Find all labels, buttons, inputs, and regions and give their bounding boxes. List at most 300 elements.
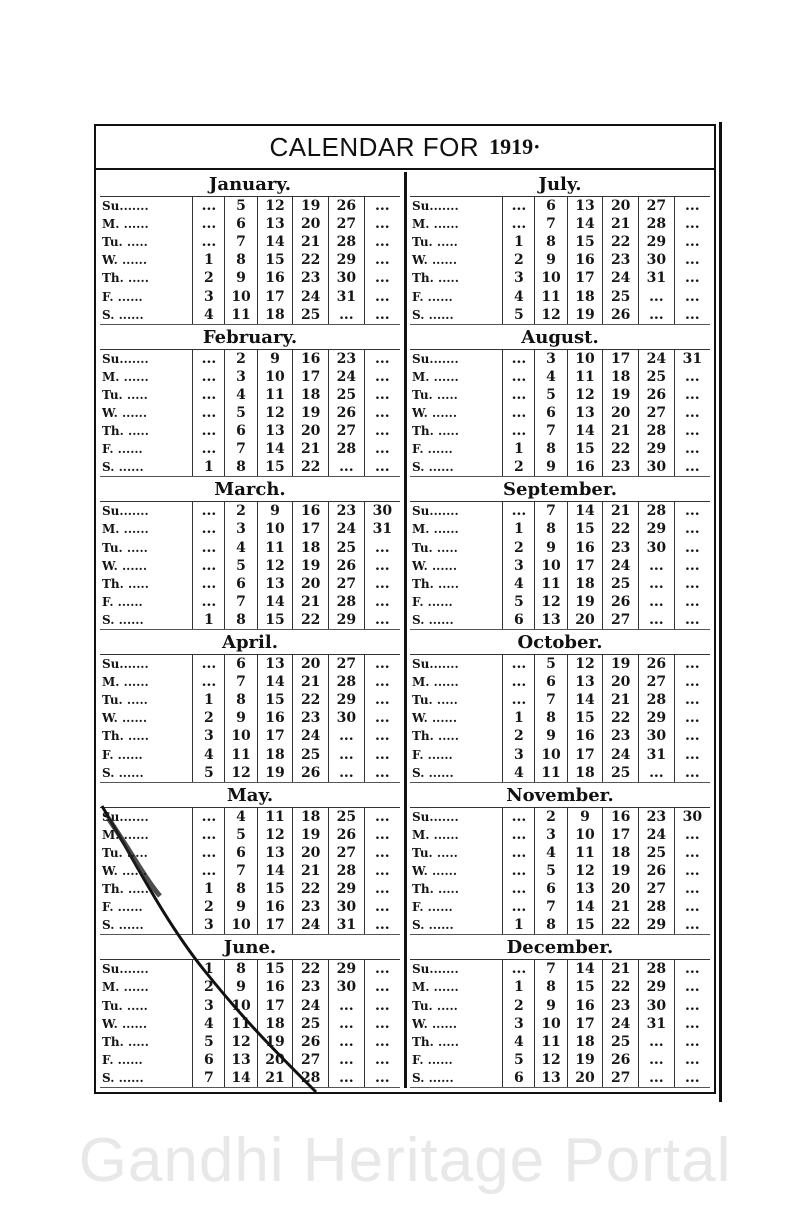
date-cell: 18 (293, 808, 329, 826)
weekday-row (410, 727, 710, 745)
date-cell: 19 (293, 826, 329, 844)
date-cell: 22 (293, 458, 329, 476)
date-cell: ... (364, 215, 400, 233)
date-cell: ... (364, 916, 400, 934)
date-cell: 2 (225, 502, 257, 520)
date-cell: ... (193, 862, 225, 880)
date-cell: ... (364, 673, 400, 691)
date-cell: 2 (193, 709, 225, 727)
date-cell: 12 (257, 557, 293, 575)
date-cell: 20 (603, 880, 639, 898)
date-cell: 15 (257, 880, 293, 898)
weekday-row (100, 557, 400, 575)
date-cell: ... (364, 287, 400, 305)
date-cell: 13 (257, 655, 293, 673)
weekday-row (410, 764, 710, 782)
weekday-row (410, 655, 710, 673)
date-cell: 1 (193, 880, 225, 898)
date-cell: ... (639, 764, 675, 782)
date-cell: 11 (225, 745, 257, 763)
weekday-row (100, 269, 400, 287)
weekday-label: M. ...... (102, 217, 149, 232)
date-cell: 23 (329, 502, 365, 520)
date-cell: 6 (535, 404, 567, 422)
weekday-label: Tu. ..... (412, 693, 458, 708)
date-cell: ... (193, 233, 225, 251)
weekday-row (410, 593, 710, 611)
date-cell: 26 (603, 593, 639, 611)
date-cell: ... (674, 862, 710, 880)
date-cell: 4 (535, 368, 567, 386)
date-cell: 11 (535, 575, 567, 593)
month-name: October. (410, 630, 710, 655)
date-cell: 10 (225, 916, 257, 934)
weekday-label: Su....... (412, 809, 459, 824)
date-cell: 21 (603, 691, 639, 709)
weekday-row (100, 350, 400, 368)
date-cell: ... (193, 350, 225, 368)
date-cell: 19 (603, 655, 639, 673)
date-cell: ... (674, 764, 710, 782)
date-cell: 6 (193, 1051, 225, 1069)
weekday-row (100, 368, 400, 386)
date-cell: 22 (603, 709, 639, 727)
date-cell: 23 (329, 350, 365, 368)
date-cell: 10 (225, 997, 257, 1015)
date-cell: 14 (567, 215, 603, 233)
date-cell: ... (329, 1069, 365, 1087)
month-days-table (100, 197, 400, 324)
date-cell: 28 (329, 673, 365, 691)
date-cell: 12 (257, 826, 293, 844)
date-cell: 14 (257, 673, 293, 691)
date-cell: 27 (329, 215, 365, 233)
date-cell: 6 (225, 575, 257, 593)
date-cell: 6 (225, 422, 257, 440)
date-cell: ... (674, 386, 710, 404)
weekday-row (100, 575, 400, 593)
weekday-row (410, 808, 710, 826)
weekday-label: M. ...... (102, 675, 149, 690)
month-block (100, 630, 400, 783)
weekday-row (100, 539, 400, 557)
date-cell: ... (639, 575, 675, 593)
date-cell: 23 (293, 898, 329, 916)
weekday-label: S. ...... (102, 612, 144, 627)
date-cell: ... (639, 593, 675, 611)
weekday-row (100, 826, 400, 844)
date-cell: 4 (535, 844, 567, 862)
date-cell: ... (674, 197, 710, 215)
date-cell: 21 (293, 673, 329, 691)
date-cell: 11 (567, 368, 603, 386)
date-cell: 8 (225, 251, 257, 269)
date-cell: 12 (225, 1033, 257, 1051)
date-cell: 19 (257, 1033, 293, 1051)
date-cell: 21 (603, 898, 639, 916)
date-cell: ... (503, 826, 535, 844)
weekday-label: Tu. ..... (102, 235, 148, 250)
weekday-label: W. ...... (412, 1016, 458, 1031)
weekday-label: Th. ..... (102, 424, 149, 439)
date-cell: 30 (639, 727, 675, 745)
weekday-row (100, 404, 400, 422)
date-cell: ... (674, 557, 710, 575)
date-cell: 27 (639, 673, 675, 691)
weekday-label: Su....... (412, 504, 459, 519)
date-cell: 2 (503, 539, 535, 557)
date-cell: ... (674, 655, 710, 673)
date-cell: ... (364, 197, 400, 215)
date-cell: 26 (603, 306, 639, 324)
date-cell: 28 (639, 215, 675, 233)
date-cell: 21 (603, 215, 639, 233)
date-cell: 3 (503, 557, 535, 575)
date-cell: 25 (329, 386, 365, 404)
weekday-row (100, 306, 400, 324)
date-cell: 14 (567, 422, 603, 440)
weekday-label: W. ...... (102, 253, 148, 268)
date-cell: 2 (503, 458, 535, 476)
date-cell: 5 (503, 593, 535, 611)
date-cell: 11 (225, 306, 257, 324)
date-cell: 17 (257, 916, 293, 934)
date-cell: 29 (329, 691, 365, 709)
weekday-label: Tu. ..... (102, 387, 148, 402)
weekday-label: Tu. ..... (102, 845, 148, 860)
date-cell: 7 (535, 215, 567, 233)
date-cell: 30 (639, 251, 675, 269)
weekday-row (100, 997, 400, 1015)
date-cell: 8 (535, 520, 567, 538)
date-cell: 25 (603, 287, 639, 305)
date-cell: 16 (257, 978, 293, 996)
weekday-row (410, 1033, 710, 1051)
date-cell: 26 (293, 1033, 329, 1051)
date-cell: 22 (293, 251, 329, 269)
date-cell: ... (193, 673, 225, 691)
date-cell: 19 (567, 593, 603, 611)
date-cell: ... (674, 898, 710, 916)
weekday-label: W. ...... (102, 863, 148, 878)
weekday-row (100, 197, 400, 215)
date-cell: 19 (567, 1051, 603, 1069)
month-name: February. (100, 325, 400, 350)
date-cell: ... (364, 368, 400, 386)
date-cell: ... (674, 458, 710, 476)
month-block (100, 477, 400, 630)
date-cell: 24 (603, 1015, 639, 1033)
date-cell: ... (503, 197, 535, 215)
date-cell: ... (503, 502, 535, 520)
date-cell: 15 (257, 458, 293, 476)
date-cell: 26 (329, 197, 365, 215)
weekday-row (100, 673, 400, 691)
date-cell: 8 (225, 880, 257, 898)
date-cell: 30 (639, 458, 675, 476)
date-cell: 24 (293, 287, 329, 305)
date-cell: 17 (603, 350, 639, 368)
weekday-label: W. ...... (412, 405, 458, 420)
date-cell: 5 (503, 306, 535, 324)
weekday-row (100, 691, 400, 709)
weekday-row (410, 251, 710, 269)
date-cell: 30 (329, 709, 365, 727)
date-cell: 5 (193, 1033, 225, 1051)
date-cell: ... (364, 440, 400, 458)
date-cell: ... (503, 862, 535, 880)
date-cell: 24 (293, 916, 329, 934)
weekday-label: S. ...... (412, 612, 454, 627)
date-cell: 23 (639, 808, 675, 826)
date-cell: 24 (329, 368, 365, 386)
date-cell: ... (364, 386, 400, 404)
date-cell: 4 (225, 386, 257, 404)
date-cell: ... (364, 575, 400, 593)
date-cell: 7 (535, 502, 567, 520)
date-cell: 13 (567, 197, 603, 215)
date-cell: ... (193, 368, 225, 386)
weekday-row (100, 386, 400, 404)
month-name: January. (100, 172, 400, 197)
date-cell: ... (329, 745, 365, 763)
weekday-label: F. ...... (412, 594, 453, 609)
date-cell: 12 (535, 1051, 567, 1069)
date-cell: 16 (293, 350, 329, 368)
date-cell: 16 (257, 709, 293, 727)
date-cell: 4 (503, 1033, 535, 1051)
date-cell: 25 (603, 575, 639, 593)
weekday-label: Th. ..... (412, 576, 459, 591)
weekday-label: F. ...... (102, 289, 143, 304)
date-cell: ... (639, 1033, 675, 1051)
weekday-label: M. ...... (412, 217, 459, 232)
weekday-label: Th. ..... (102, 1034, 149, 1049)
date-cell: 7 (535, 898, 567, 916)
date-cell: 6 (225, 215, 257, 233)
date-cell: 12 (567, 655, 603, 673)
date-cell: 6 (503, 1069, 535, 1087)
date-cell: 2 (193, 898, 225, 916)
date-cell: ... (364, 557, 400, 575)
date-cell: 20 (293, 215, 329, 233)
date-cell: 2 (193, 269, 225, 287)
weekday-label: Tu. ..... (412, 235, 458, 250)
date-cell: ... (674, 1069, 710, 1087)
date-cell: 19 (257, 764, 293, 782)
date-cell: 26 (603, 1051, 639, 1069)
date-cell: ... (674, 539, 710, 557)
month-days-table (100, 655, 400, 782)
date-cell: 9 (535, 251, 567, 269)
weekday-label: W. ...... (412, 711, 458, 726)
date-cell: 4 (503, 764, 535, 782)
date-cell: ... (364, 826, 400, 844)
date-cell: 11 (535, 764, 567, 782)
date-cell: 11 (257, 386, 293, 404)
date-cell: 18 (567, 764, 603, 782)
date-cell: 9 (535, 539, 567, 557)
date-cell: 8 (225, 458, 257, 476)
date-cell: 22 (603, 440, 639, 458)
date-cell: 22 (603, 978, 639, 996)
date-cell: 28 (639, 502, 675, 520)
weekday-row (410, 880, 710, 898)
date-cell: 10 (535, 557, 567, 575)
date-cell: 6 (535, 197, 567, 215)
date-cell: 22 (603, 520, 639, 538)
date-cell: ... (503, 691, 535, 709)
date-cell: 26 (293, 764, 329, 782)
date-cell: ... (503, 215, 535, 233)
date-cell: 14 (567, 502, 603, 520)
weekday-row (100, 422, 400, 440)
date-cell: 13 (257, 575, 293, 593)
date-cell: ... (674, 745, 710, 763)
month-block (100, 172, 400, 325)
date-cell: 20 (293, 575, 329, 593)
weekday-label: Th. ..... (412, 271, 459, 286)
date-cell: 14 (225, 1069, 257, 1087)
weekday-row (100, 440, 400, 458)
date-cell: 11 (257, 539, 293, 557)
date-cell: 5 (193, 764, 225, 782)
month-days-table (410, 960, 710, 1087)
date-cell: 23 (293, 269, 329, 287)
date-cell: 29 (639, 233, 675, 251)
weekday-label: Su....... (102, 199, 149, 214)
weekday-row (100, 458, 400, 476)
month-days-table (410, 502, 710, 629)
date-cell: ... (364, 251, 400, 269)
date-cell: 5 (503, 1051, 535, 1069)
date-cell: ... (193, 575, 225, 593)
date-cell: 2 (225, 350, 257, 368)
date-cell: 18 (293, 386, 329, 404)
date-cell: 14 (257, 440, 293, 458)
date-cell: 12 (257, 197, 293, 215)
date-cell: 29 (329, 611, 365, 629)
date-cell: 3 (193, 997, 225, 1015)
date-cell: 26 (639, 862, 675, 880)
weekday-row (410, 520, 710, 538)
date-cell: 17 (567, 557, 603, 575)
weekday-row (100, 611, 400, 629)
date-cell: ... (503, 422, 535, 440)
date-cell: ... (503, 880, 535, 898)
weekday-label: Tu. ..... (412, 845, 458, 860)
weekday-label: Tu. ..... (412, 387, 458, 402)
calendar-page (94, 124, 716, 1094)
month-name: July. (410, 172, 710, 197)
date-cell: 22 (293, 960, 329, 978)
month-name: December. (410, 935, 710, 960)
date-cell: ... (193, 440, 225, 458)
date-cell: 22 (293, 880, 329, 898)
date-cell: 4 (503, 287, 535, 305)
date-cell: 17 (257, 287, 293, 305)
month-name: May. (100, 783, 400, 808)
date-cell: ... (674, 844, 710, 862)
weekday-label: F. ...... (102, 1052, 143, 1067)
date-cell: 31 (674, 350, 710, 368)
date-cell: ... (503, 386, 535, 404)
weekday-row (410, 350, 710, 368)
date-cell: 6 (225, 655, 257, 673)
date-cell: 8 (225, 691, 257, 709)
date-cell: ... (674, 502, 710, 520)
weekday-label: Su....... (412, 351, 459, 366)
month-days-table (100, 350, 400, 477)
date-cell: 17 (293, 368, 329, 386)
weekday-row (100, 862, 400, 880)
weekday-row (410, 673, 710, 691)
weekday-row (410, 233, 710, 251)
date-cell: 5 (535, 386, 567, 404)
date-cell: ... (674, 1051, 710, 1069)
date-cell: 20 (293, 655, 329, 673)
date-cell: ... (364, 350, 400, 368)
date-cell: ... (364, 404, 400, 422)
weekday-row (100, 880, 400, 898)
date-cell: 8 (225, 960, 257, 978)
date-cell: 2 (193, 978, 225, 996)
date-cell: 15 (257, 611, 293, 629)
weekday-label: S. ...... (102, 765, 144, 780)
month-block (410, 630, 710, 783)
date-cell: 30 (674, 808, 710, 826)
date-cell: 4 (193, 745, 225, 763)
date-cell: 5 (225, 826, 257, 844)
date-cell: 26 (329, 826, 365, 844)
weekday-label: M. ...... (412, 675, 459, 690)
date-cell: 8 (535, 233, 567, 251)
weekday-label: S. ...... (412, 460, 454, 475)
weekday-row (410, 1015, 710, 1033)
date-cell: ... (329, 1033, 365, 1051)
weekday-row (410, 306, 710, 324)
date-cell: 20 (603, 404, 639, 422)
date-cell: ... (503, 808, 535, 826)
month-block (410, 477, 710, 630)
month-days-table (100, 502, 400, 629)
date-cell: ... (674, 611, 710, 629)
date-cell: 27 (639, 880, 675, 898)
date-cell: 26 (639, 655, 675, 673)
date-cell: 10 (225, 287, 257, 305)
weekday-label: Su....... (102, 504, 149, 519)
date-cell: 2 (535, 808, 567, 826)
weekday-row (100, 1015, 400, 1033)
weekday-label: Th. ..... (102, 882, 149, 897)
date-cell: ... (364, 745, 400, 763)
calendar-title: CALENDAR FOR (269, 131, 480, 162)
date-cell: 13 (567, 404, 603, 422)
date-cell: 5 (535, 862, 567, 880)
weekday-label: S. ...... (412, 307, 454, 322)
date-cell: 20 (603, 673, 639, 691)
date-cell: ... (674, 575, 710, 593)
date-cell: ... (503, 960, 535, 978)
date-cell: 7 (535, 422, 567, 440)
date-cell: 26 (329, 557, 365, 575)
date-cell: 19 (293, 557, 329, 575)
month-name: August. (410, 325, 710, 350)
month-name: June. (100, 935, 400, 960)
date-cell: 16 (567, 727, 603, 745)
date-cell: 1 (503, 709, 535, 727)
date-cell: 27 (293, 1051, 329, 1069)
